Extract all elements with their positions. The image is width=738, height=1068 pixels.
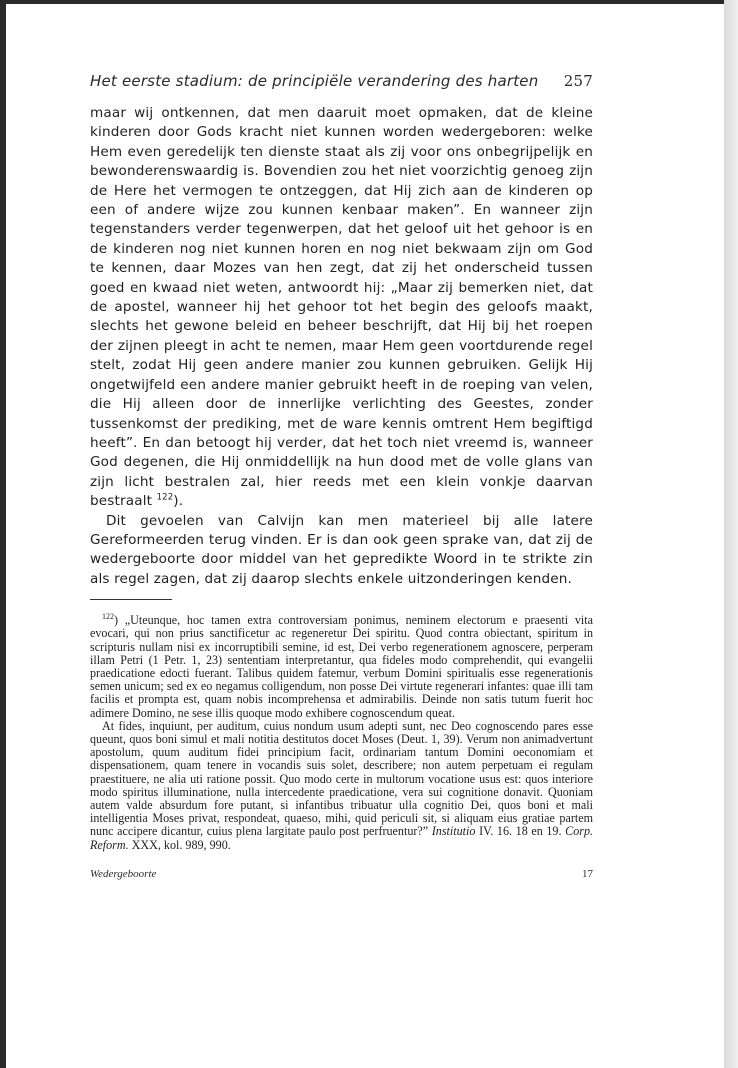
book-page: [90, 72, 593, 880]
footnote-paragraph-1: [90, 614, 593, 720]
citation-ref-2: XXX, kol. 989, 990.: [131, 837, 231, 852]
paragraph-2: Dit gevoelen van Calvijn kan men materieel bij alle latere Gereformeerden terug vinden. Er is dan ook geen sprake van, dat zij de wedergeboorte door middel van het gepredikte Woord in te strikte zin als regel zagen, dat zij daarop slechts enkele uitzonderingen kenden.: [90, 512, 593, 587]
page-edge-top: [0, 0, 738, 4]
footnote-reference: 122: [156, 492, 174, 503]
sheet-number: 17: [582, 867, 593, 880]
footnote-122: [90, 614, 593, 852]
footnote-divider: [90, 599, 172, 600]
citation-work-2: Corp. Reform.: [90, 824, 594, 852]
footnote-paragraph-2: [90, 720, 593, 852]
paragraph-1-text: maar wij ontkennen, dat men daaruit moet opmaken, dat de kleine kinderen door Gods kracht niet kunnen worden wedergeboren: welke Hem even geredelijk ten dienste staat als zij voor ons onbegrijpelijk en bewonderenswaardig is. Bovendien zou het niet voorzichtig genoeg zijn de Here het vermogen te ontzeggen, dat Hij zich aan de kinderen op een of andere wijze zou kunnen kenbaar maken”. En wanneer zijn tegenstanders verder tegenwerpen, dat het geloof uit het gehoor is en de kinderen nog niet kunnen horen en nog niet bekwaam zijn om God te kennen, daar Mozes van hen zegt, dat zij het onderscheid tussen goed en kwaad niet weten, antwoordt hij: „Maar zij bemerken niet, dat de apostel, wanneer hij het gehoor tot het begin des geloofs maakt, slechts het gewone beleid en beheer beschrijft, dat Hij bij het roepen der zijnen pleegt in acht te nemen, maar Hem geen voortdurende regel stelt, zodat Hij geen andere manier zou kunnen gebruiken. Gelijk Hij ongetwijfeld een andere manier gebruikt heeft in de roeping van velen, die Hij alleen door de innerlijke verlichting des Geestes, zonder tussenkomst der prediking, met de ware kennis omtrent Hem begiftigd heeft”. En dan betoogt hij verder, dat het toch niet vreemd is, wanneer God degenen, die Hij onmiddellijk na hun dood met de volle glans van zijn licht bestralen zal, hier reeds met een klein vonkje daarvan bestraalt: [90, 105, 593, 510]
footnote-text-1: ) „Uteunque, hoc tamen extra controversiam ponimus, neminem electorum e praesenti vita evocari, qui non prius sanctificetur ac regeneretur Dei spiritu. Quod contra obiectant, spiritum in scripturis nullam nisi ex incorruptibili semine, id est, Dei verbo regenerationem agnoscere, perperam illam Petri (1 Petr. 1, 23) sententiam interpretantur, qua fideles modo comprehendit, qui evangelii praedicatione edocti fuerant. Talibus quidem fatemur, verbum Domini spiritualis esse regenerationis semen unicum; sed ex eo negamus colligendum, non posse Dei virtute regenerari infantes: quae illi tam facilis et prompta est, quam nobis incomprehensa et admirabilis. Deinde non satis tutum fuerit hoc adimere Domino, ne sese illis quoque modo exhibere cognoscendum queat.: [90, 613, 593, 720]
page-number: 257: [563, 72, 593, 90]
page-footer: [90, 868, 593, 880]
page-edge-right: [724, 0, 738, 1068]
signature-mark: Wedergeboorte: [90, 867, 157, 880]
main-text: [90, 104, 593, 589]
citation-ref: IV. 16. 18 en 19.: [479, 824, 562, 839]
footnote-text-2: At fides, inquiunt, per auditum, cuius nondum usum adepti sunt, nec Deo cognoscendo pares esse queunt, quos boni simul et mali notitia destitutos docet Moses (Deut. 1, 39). Verum non animadvertunt apostolum, quum auditum fidei principium facit, ordinariam tantum Domini oeconomiam et dispensationem, quam tenere in vocandis suis solet, describere; non autem perpetuam ei regulam praestituere, ne alia uti ratione possit. Quo modo certe in multorum vocatione usus est: quos interiore modo spiritus illuminatione, nulla intercedente praedicatione, vera sui cognitione donavit. Quoniam autem valde absurdum fore putant, si infantibus tribuatur ulla cognitio Dei, quos boni et mali intelligentia Moses privat, respondeat, quaeso, mihi, quid periculi sit, si aliquam eius gratiae partem nunc accipere dicantur, cuius plena largitate paulo post perfruentur?”: [90, 718, 593, 839]
paragraph-1-end: ).: [173, 493, 184, 510]
running-title: Het eerste stadium: de principiële verandering des harten: [90, 72, 539, 90]
paragraph-1: [90, 104, 593, 512]
running-header: [90, 72, 593, 90]
page-edge-left: [0, 0, 6, 1068]
footnote-number: 122: [102, 612, 114, 622]
citation-work: Institutio: [431, 824, 476, 839]
